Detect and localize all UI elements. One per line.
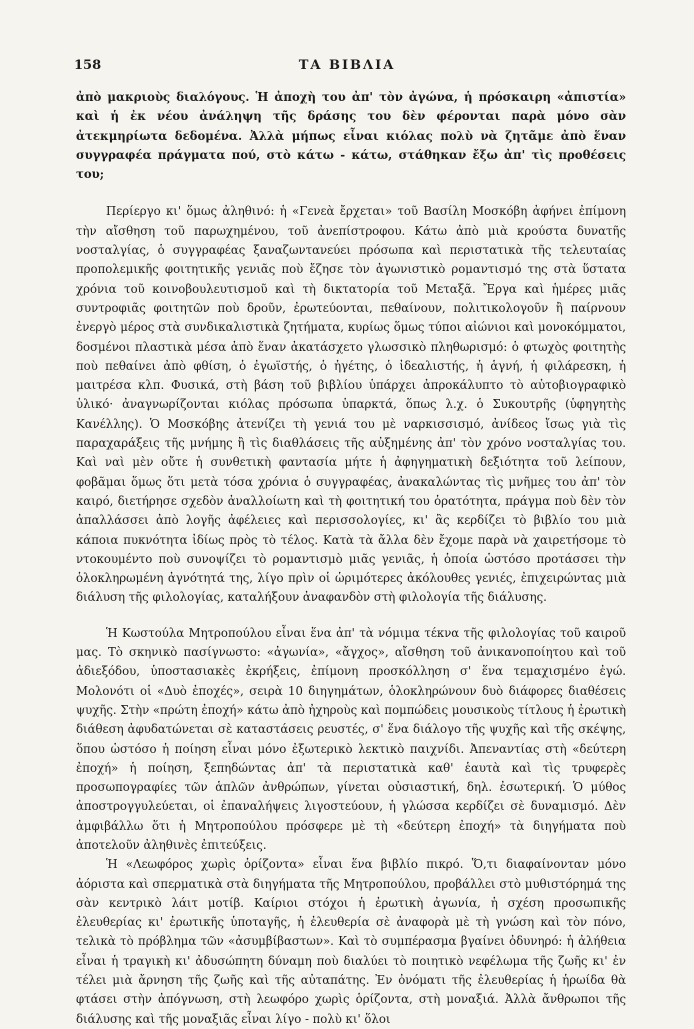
paragraph-mitropoulou-novel: Ἡ «Λεωφόρος χωρὶς ὁρίζοντα» εἶναι ἕνα βιβλίο πικρό. Ὅ,τι διαφαίνονταν μόνο ἀόριστα καὶ σπερματικὰ στὰ διηγήματα τῆς Μητροπούλου, προβάλλει στὸ μυθιστόρημά της σὰν κεντρικὸ λάιτ μοτίβ. Καίριοι στόχοι ἡ ἐρωτικὴ ἀγωνία, ἡ σχέση προσωπικῆς ἐλευθερίας κι' ἐρωτικῆς ὑποταγῆς, ἡ ἐλευθερία σὲ ἀναφορὰ μὲ τὴ γνώση καὶ τὸν πόνο, τελικὰ τὸ πρόβλημα τῶν «ἀσυμβίβαστων». Καὶ τὸ συμπέρασμα βγαίνει ὀδυνηρό: ἡ ἀλήθεια εἶναι ἡ τραγικὴ κι' ἀδυσώπητη δύναμη ποὺ διαλύει τὸ ποιητικὸ νεφέλωμα τῆς ζωῆς κι' ἐν τέλει μιὰ ἄρνηση τῆς ζωῆς καὶ τῆς αὐταπάτης. Ἐν ὀνόματι τῆς ἐλευθερίας ἡ ἡρωίδα θὰ φτάσει στὴν ἀπόγνωση, στὴ λεωφόρο χωρὶς ὁρίζοντα, στὴ μοναξιά. Ἀλλὰ ἄνθρωποι τῆς διάλυσης καὶ τῆς μοναξιᾶς εἶναι λίγο - πολὺ κι' ὅλοι <box>76 857 626 1026</box>
article-body <box>76 88 626 1029</box>
paragraph-mitropoulou-stories: Ἡ Κωστούλα Μητροπούλου εἶναι ἕνα ἀπ' τὰ νόμιμα τέκνα τῆς φιλολογίας τοῦ καιροῦ μας. Τὸ σκηνικὸ πασίγνωστο: «ἀγωνία», «ἄγχος», αἴσθηση τοῦ ἀνικανοποίητου καὶ τοῦ ἀδιεξόδου, ὑποστασιακὲς ἐκρήξεις, ἐπίμονη προσκόλληση σ' ἕνα τεμαχισμένο ἐγώ. Μολονότι οἱ «Δυὸ ἐποχές», σειρὰ 10 διηγημάτων, ὁλοκληρώνουν δυὸ διάφορες διαθέσεις ψυχῆς. Στὴν «πρώτη ἐποχή» κάτω ἀπὸ ἠχηροὺς καὶ πομπώδεις μουσικοὺς τίτλους ἡ ἐρωτικὴ διάθεση ἀφυδατώνεται σὲ καταστάσεις ρευστές, σ' ἕνα διάλογο τῆς ψυχῆς καὶ τῆς σκέψης, ὅπου ὡστόσο ἡ ποίηση εἶναι μόνο ἐξωτερικὸ λεκτικὸ παιχνίδι. Ἀπεναντίας στὴ «δεύτερη ἐποχή» ἡ ποίηση, ξεπηδώντας ἀπ' τὰ περιστατικὰ καθ' ἑαυτὰ καὶ τὶς τρυφερὲς προσωπογραφίες τῶν ἁπλῶν ἀνθρώπων, γίνεται οὐσιαστική, δηλ. ἐσωτερική. Ὁ μύθος ἀποστρογγυλεύεται, οἱ ἐπαναλήψεις λιγοστεύουν, ἡ γλώσσα κερδίζει σὲ δυναμισμό. Δὲν ἀμφιβάλλω ὅτι ἡ Μητροπούλου πρόσφερε μὲ τὴ «δεύτερη ἐποχή» τὰ διηγήματα ποὺ ἀποτελοῦν ἀληθινὲς ἐπιτεύξεις. <box>76 625 626 852</box>
paragraph-moskovis-review: Περίεργο κι' ὅμως ἀληθινό: ἡ «Γενεὰ ἔρχεται» τοῦ Βασίλη Μοσκόβη ἀφήνει ἐπίμονη τὴν αἴσθηση τοῦ παρωχημένου, τοῦ ἀνεπίστροφου. Κάτω ἀπὸ μιὰ κρούστα δυνατῆς νοσταλγίας, ὁ συγγραφέας ξαναζωντανεύει πρόσωπα καὶ περιστατικὰ τῆς τελευταίας προπολεμικῆς φοιτητικῆς γενιᾶς ποὺ ἔζησε τὸν ἀγωνιστικὸ ρομαντισμό της στὰ ὕστατα χρόνια τοῦ κοινοβουλευτισμοῦ καὶ τὴ δικτατορία τοῦ Μεταξᾶ. Ἔργα καὶ ἡμέρες μιᾶς συντροφιᾶς φοιτητῶν ποὺ δροῦν, ἐρωτεύονται, πεθαίνουν, πολιτικολογοῦν ἢ παίρνουν ἐνεργὸ μέρος στὰ συνδικαλιστικὰ ζητήματα, κυρίως ὅμως τύποι αἰώνιοι καὶ μονοκόμματοι, δοσμένοι πλαστικὰ μέσα ἀπὸ ἕναν ἀκατάσχετο γλωσσικὸ πληθωρισμό: ὁ φτωχὸς φοιτητὴς ποὺ πεθαίνει ἀπὸ φθίση, ὁ ἐγωϊστής, ὁ ἡγέτης, ὁ ἰδεαλιστής, ἡ ἁγνή, ἡ φιλάρεσκη, ἡ μαιτρέσα κλπ. Φυσικά, στὴ βάση τοῦ βιβλίου ὑπάρχει ἀπροκάλυπτο τὸ αὐτοβιογραφικὸ ὑλικό· ἀναγνωρίζονται κιόλας πρόσωπα ὑπαρκτά, ὅπως λ.χ. ὁ Συκουτρῆς (ὑφηγητὴς Κανέλλης). Ὁ Μοσκόβης ἀτενίζει τὴ γενιά του μὲ ναρκισσισμό, ἀνίδεος ἴσως γιὰ τὶς παραχαράξεις τῆς μνήμης ἢ τὶς διαθλάσεις τῆς αὐξημένης ἀπ' τὸν χρόνο νοσταλγίας του. Καὶ ναὶ μὲν οὔτε ἡ συνθετικὴ φαντασία μήτε ἡ ἀφηγηματικὴ δεξιότητα τοῦ λείπουν, φοβᾶμαι ὅμως ὅτι μετὰ τόσα χρόνια ὁ συγγραφέας, ἀνακαλώντας τὶς μνῆμες του ἀπ' τὸν καιρό, διετήρησε σχεδὸν ἀναλλοίωτη καὶ τὴ φοιτητική του ὁρατότητα, πράγμα ποὺ δὲν τὸν ἀπαλλάσσει ἀπὸ λογῆς ἀφέλειες καὶ περισσολογίες, κι' ἂς κερδίζει τὸ βιβλίο του μιὰ κάποια πυκνότητα ἰδίως πρὸς τὸ τέλος. Κατὰ τὰ ἄλλα δὲν ἔχομε παρὰ νὰ χαιρετήσομε τὸ ντοκουμέντο ποὺ συνοψίζει τὸ ρομαντισμὸ μιᾶς γενιᾶς, ἡ ὁποία ὡστόσο προτάσσει τὴν ὁλοκληρωμένη ἀγνότητά της, λίγο πρὶν οἱ ὡριμότερες ἀκόλουθες γενιές, ἐπιχειρώντας μιὰ διάλυση τῆς φιλολογίας, καταλήξουν ἀναφανδὸν στὴ φιλολογία τῆς διάλυσης. <box>76 204 626 605</box>
running-title: ΤΑ ΒΙΒΛΙΑ <box>298 58 396 73</box>
paragraph-continuation: ἀπὸ μακριοὺς διαλόγους. Ἡ ἀποχὴ του ἀπ' τὸν ἀγώνα, ἡ πρόσκαιρη «ἀπιστία» καὶ ἡ ἐκ νέου ἀνάληψη τῆς δράσης του δὲν φέρονται παρὰ μόνο σὰν ἀτεκμηρίωτα δεδομένα. Ἀλλὰ μήπως εἶναι κιόλας πολὺ νὰ ζητᾶμε ἀπὸ ἕναν συγγραφέα πράγματα πού, στὸ κάτω - κάτω, στάθηκαν ἔξω ἀπ' τὶς προθέσεις του; <box>76 90 626 182</box>
page-number: 158 <box>74 58 102 73</box>
page-header <box>74 58 620 76</box>
